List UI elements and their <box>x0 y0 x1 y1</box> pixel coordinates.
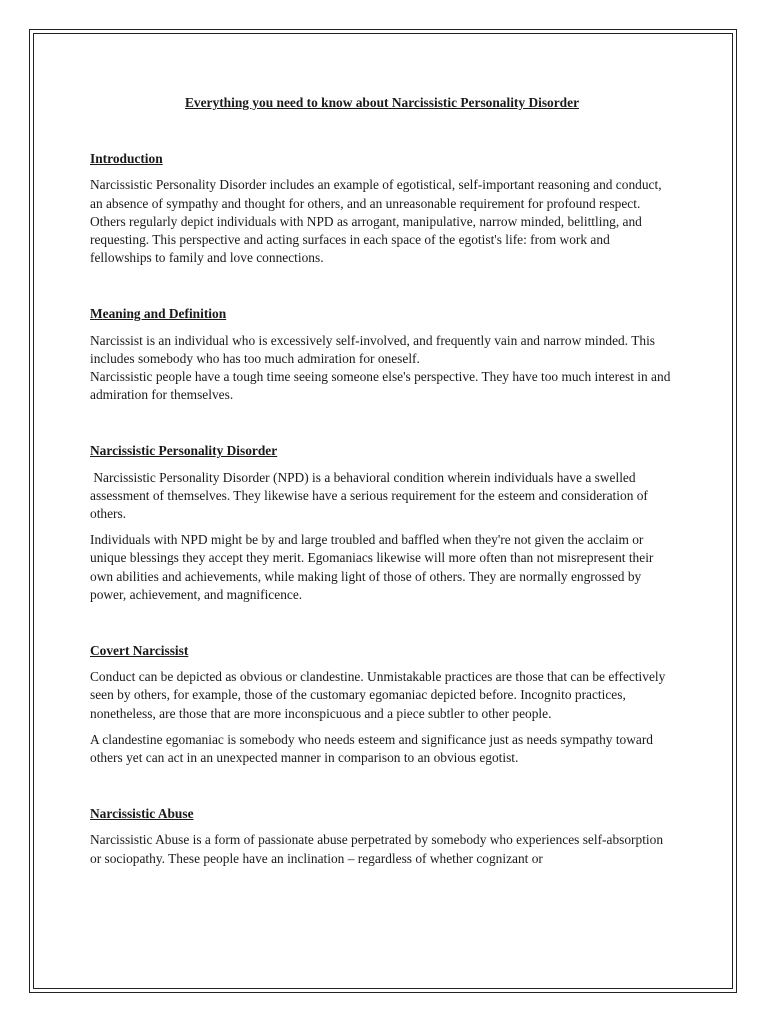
section-narcissistic-abuse <box>90 805 674 868</box>
document-body <box>90 94 674 906</box>
section-introduction <box>90 150 674 267</box>
paragraph: Narcissistic Abuse is a form of passionate abuse perpetrated by somebody who experiences self-absorption or sociopathy. These people have an inclination – regardless of whether cognizant or <box>90 832 664 866</box>
paragraph: Narcissistic people have a tough time seeing someone else's perspective. They have too much interest in and admiration for themselves. <box>90 369 671 403</box>
section-heading: Narcissistic Abuse <box>90 806 194 822</box>
section-meaning-definition <box>90 305 674 404</box>
section-heading: Narcissistic Personality Disorder <box>90 443 278 459</box>
section-covert-narcissist <box>90 642 674 767</box>
paragraph: A clandestine egomaniac is somebody who needs esteem and significance just as needs sympathy toward others yet can act in an unexpected manner in comparison to an obvious egotist. <box>90 731 654 766</box>
paragraph: Narcissistic Personality Disorder (NPD) is a behavioral condition wherein individuals have a swelled assessment of themselves. They likewise have a serious requirement for the esteem and consideration of others. <box>90 469 652 522</box>
section-heading: Introduction <box>90 151 163 167</box>
paragraph: Conduct can be depicted as obvious or clandestine. Unmistakable practices are those that can be effectively seen by others, for example, those of the customary egomaniac depicted before. Incognito practices, nonetheless, are those that are more inconspicuous and a piece subtler to other people. <box>90 669 666 721</box>
paragraph: Individuals with NPD might be by and large troubled and baffled when they're not given the acclaim or unique blessings they accept they merit. Egomaniacs likewise will more often than not misrepresent their own abilities and achievements, while making light of those of others. They are normally engrossed by power, achievement, and magnificence. <box>90 532 654 602</box>
section-npd <box>90 442 674 604</box>
section-heading: Covert Narcissist <box>90 643 189 659</box>
document-title: Everything you need to know about Narcissistic Personality Disorder <box>184 95 580 110</box>
paragraph: Narcissistic Personality Disorder includes an example of egotistical, self-important reasoning and conduct, an absence of sympathy and thought for others, and an unreasonable requirement for profound respect. Others regularly depict individuals with NPD as arrogant, manipulative, narrow minded, belittling, and requesting. This perspective and acting surfaces in each space of the egotist's life: from work and fellowships to family and love connections. <box>90 177 662 266</box>
paragraph: Narcissist is an individual who is excessively self-involved, and frequently vain and narrow minded. This includes somebody who has too much admiration for oneself. <box>90 332 656 366</box>
section-heading: Meaning and Definition <box>90 306 227 322</box>
